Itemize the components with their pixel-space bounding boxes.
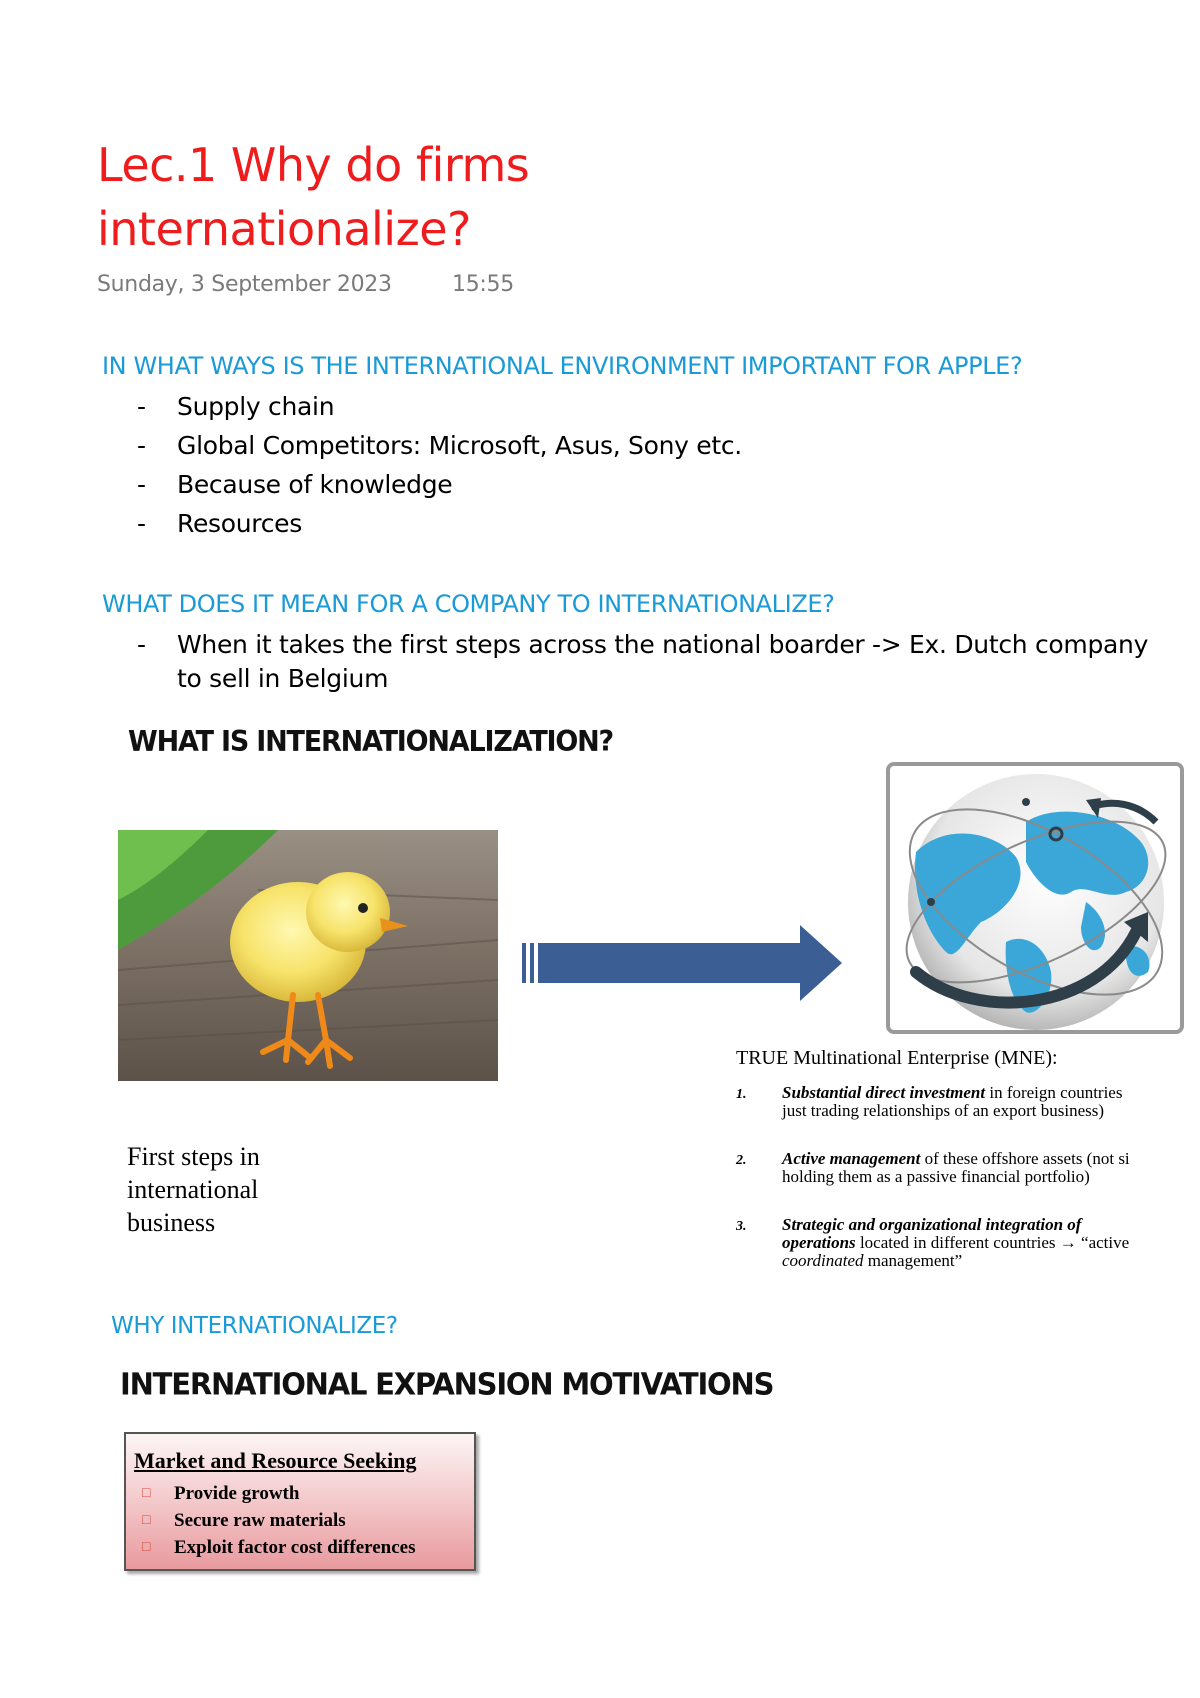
slide-heading-motivations: INTERNATIONAL EXPANSION MOTIVATIONS	[120, 1366, 774, 1402]
item-bold: Active management	[782, 1149, 921, 1168]
globe-icon	[886, 762, 1184, 1034]
caption-line: First steps in	[127, 1142, 260, 1171]
item-line3: management”	[863, 1251, 963, 1270]
item-bold: Substantial direct investment	[782, 1083, 986, 1102]
item-line3-italic: coordinated	[782, 1251, 864, 1270]
slide-heading-internationalization: WHAT IS INTERNATIONALIZATION?	[128, 726, 613, 759]
item-line2: just trading relationships of an export business)	[782, 1101, 1105, 1120]
list-item: □ Provide growth	[140, 1480, 416, 1507]
arrow-right-icon	[522, 925, 842, 1001]
list-item: - Global Competitors: Microsoft, Asus, Sony etc.	[100, 426, 742, 465]
item-line2: holding them as a passive financial portfolio)	[782, 1167, 1090, 1186]
caption-line: international	[127, 1175, 259, 1204]
list-item: - When it takes the first steps across the national boarder -> Ex. Dutch company	[100, 625, 1148, 664]
list-item	[730, 1150, 1200, 1186]
motivation-box	[124, 1432, 476, 1571]
item-number: 3.	[736, 1219, 747, 1234]
list-item: □ Secure raw materials	[140, 1507, 416, 1534]
item-line2: located in different countries → “active	[855, 1233, 1130, 1252]
list-item: □ Exploit factor cost differences	[140, 1534, 416, 1561]
page-date: Sunday, 3 September 2023	[97, 272, 392, 297]
item-rest: in foreign countries	[985, 1083, 1123, 1102]
list-item	[730, 1084, 1200, 1120]
mne-title: TRUE Multinational Enterprise (MNE):	[736, 1047, 1058, 1069]
page-title: Lec.1 Why do firms internationalize?	[97, 138, 530, 256]
section-heading-apple: IN WHAT WAYS IS THE INTERNATIONAL ENVIRONMENT IMPORTANT FOR APPLE?	[102, 352, 1023, 380]
item-number: 1.	[736, 1087, 747, 1102]
list-item	[730, 1216, 1200, 1270]
section-heading-why: WHY INTERNATIONALIZE?	[111, 1313, 398, 1339]
internationalize-bullet-list	[100, 625, 1148, 664]
list-item-continuation: to sell in Belgium	[177, 664, 389, 693]
list-item: - Resources	[100, 504, 742, 543]
section-heading-internationalize: WHAT DOES IT MEAN FOR A COMPANY TO INTERNATIONALIZE?	[102, 590, 835, 618]
box-title: Market and Resource Seeking	[134, 1448, 417, 1473]
list-item: - Supply chain	[100, 387, 742, 426]
caption-line: business	[127, 1208, 216, 1237]
chick-photo	[118, 830, 498, 1081]
list-item: - Because of knowledge	[100, 465, 742, 504]
apple-bullet-list	[100, 387, 742, 543]
motivation-list	[140, 1480, 416, 1561]
page-time: 15:55	[452, 272, 514, 297]
item-rest: of these offshore assets (not si	[920, 1149, 1130, 1168]
item-number: 2.	[736, 1153, 747, 1168]
mne-list	[730, 1084, 1200, 1300]
item-bold: Strategic and organizational integration of	[782, 1215, 1082, 1234]
item-line2-bold: operations	[782, 1233, 856, 1252]
chick-caption	[127, 1140, 260, 1239]
